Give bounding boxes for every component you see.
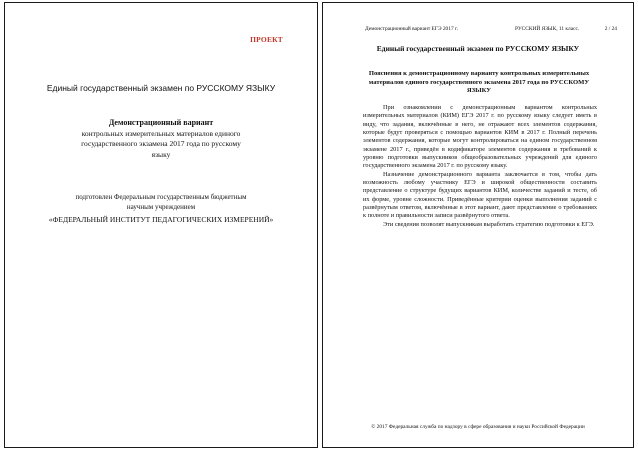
- prepared-by-text: подготовлен Федеральным государственным бюджетным научным учреждением: [75, 193, 247, 211]
- section-heading: Пояснения к демонстрационному варианту контрольных измерительных материалов единого государственного экзамена 2017 года по РУССКОМУ ЯЗЫКУ: [368, 70, 590, 95]
- exam-title: Единый государственный экзамен по РУССКОМУ ЯЗЫКУ: [46, 83, 276, 93]
- header-page-number: 2 / 24: [604, 26, 617, 32]
- project-label: ПРОЕКТ: [250, 35, 283, 44]
- body-text: [363, 104, 597, 229]
- paragraph: Эти сведения позволят выпускникам выработать стратегию подготовки к ЕГЭ.: [383, 220, 595, 228]
- prepared-by: [5, 192, 317, 212]
- demo-description: контрольных измерительных материалов единого государственного экзамена 2017 года по русскому языку: [81, 128, 241, 159]
- title-page: [4, 2, 318, 448]
- demo-block: [5, 118, 317, 160]
- page-footer: © 2017 Федеральная служба по надзору в сфере образования и науки Российской Федерации: [371, 424, 585, 430]
- page-title: Единый государственный экзамен по РУССКОМУ ЯЗЫКУ: [376, 44, 580, 53]
- paragraph: При ознакомлении с демонстрационным вариантом контрольных измерительных материалов (КИМ) ЕГЭ 2017 г. по русскому языку следует иметь в виду, что задания, включённые в него, не отражают всех элементов содержания, которые будут проверяться с помощью вариантов КИМ в 2017 г. Полный перечень элементов содержания, которые могут контролироваться на едином государственном экзамене 2017 г., приведён в кодификаторе элементов содержания и требований к уровню подготовки выпускников общеобразовательных учреждений для единого государственного экзамена 2017 г. по русскому языку.: [363, 104, 597, 170]
- institute-name: «ФЕДЕРАЛЬНЫЙ ИНСТИТУТ ПЕДАГОГИЧЕСКИХ ИЗМЕРЕНИЙ»: [48, 215, 274, 224]
- explanation-page: [322, 2, 634, 448]
- header-subject: РУССКИЙ ЯЗЫК, 11 класс.: [515, 26, 580, 32]
- demo-heading: Демонстрационный вариант: [108, 118, 214, 127]
- header-doc-name: Демонстрационный вариант ЕГЭ 2017 г.: [365, 26, 458, 32]
- paragraph: Назначение демонстрационного варианта заключается в том, чтобы дать возможность любому участнику ЕГЭ и широкой общественности составить представление о структуре будущих вариантов КИМ, количестве заданий и тесте, об их форме, уровне сложности. Приведённые критерии оценки выполнения заданий с развёрнутым ответом, включённые в этот вариант, дают представление о требованиях к полноте и правильности записи развёрнутого ответа.: [363, 170, 597, 220]
